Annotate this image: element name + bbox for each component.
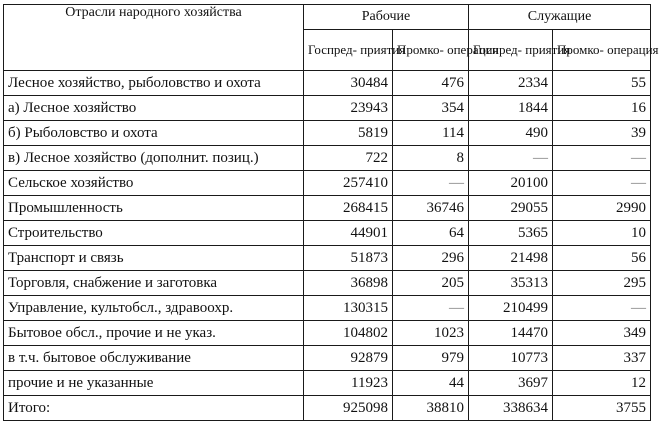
employees-coop-cell: 39	[553, 121, 651, 146]
workers-state-cell: 130315	[304, 296, 393, 321]
employees-coop-cell: 10	[553, 221, 651, 246]
subcolumn-header-employees-coop: Промко- операция	[553, 30, 651, 71]
workers-coop-cell: 205	[393, 271, 469, 296]
employees-coop-cell: 2990	[553, 196, 651, 221]
employees-coop-cell: 55	[553, 71, 651, 96]
header-row-groups	[4, 5, 651, 30]
employees-state-cell: 2334	[469, 71, 553, 96]
workers-state-cell: 44901	[304, 221, 393, 246]
branch-name-cell: Итого:	[4, 396, 304, 421]
branch-name-cell: Сельское хозяйство	[4, 171, 304, 196]
workers-state-cell: 257410	[304, 171, 393, 196]
table-row	[4, 271, 651, 296]
employees-coop-cell: 337	[553, 346, 651, 371]
branch-name-cell: Бытовое обсл., прочие и не указ.	[4, 321, 304, 346]
employees-coop-cell: 3755	[553, 396, 651, 421]
employees-coop-cell: 56	[553, 246, 651, 271]
employees-coop-cell: —	[553, 146, 651, 171]
table-row	[4, 121, 651, 146]
branch-name-cell: Управление, культобсл., здравоохр.	[4, 296, 304, 321]
workers-coop-cell: 44	[393, 371, 469, 396]
employees-coop-cell: 12	[553, 371, 651, 396]
employees-state-cell: 338634	[469, 396, 553, 421]
workers-coop-cell: 296	[393, 246, 469, 271]
table-row	[4, 71, 651, 96]
table-row	[4, 171, 651, 196]
branch-name-cell: Лесное хозяйство, рыболовство и охота	[4, 71, 304, 96]
workers-coop-cell: 476	[393, 71, 469, 96]
employees-state-cell: 10773	[469, 346, 553, 371]
employees-state-cell: 5365	[469, 221, 553, 246]
branch-name-cell: Транспорт и связь	[4, 246, 304, 271]
table-row	[4, 221, 651, 246]
branch-name-cell: Торговля, снабжение и заготовка	[4, 271, 304, 296]
table-row	[4, 296, 651, 321]
table-row	[4, 321, 651, 346]
employees-coop-cell: 295	[553, 271, 651, 296]
employees-coop-cell: 349	[553, 321, 651, 346]
workers-state-cell: 5819	[304, 121, 393, 146]
group-header-employees: Служащие	[469, 5, 651, 30]
table-header	[4, 5, 659, 71]
employees-coop-cell: —	[553, 296, 651, 321]
workers-coop-cell: 1023	[393, 321, 469, 346]
branch-column-header: Отрасли народного хозяйства	[4, 5, 304, 71]
workers-state-cell: 51873	[304, 246, 393, 271]
workers-state-cell: 268415	[304, 196, 393, 221]
branch-name-cell: прочие и не указанные	[4, 371, 304, 396]
table-body	[4, 71, 651, 421]
workers-state-cell: 36898	[304, 271, 393, 296]
employees-state-cell: 14470	[469, 321, 553, 346]
branch-name-cell: в т.ч. бытовое обслуживание	[4, 346, 304, 371]
table-row	[4, 96, 651, 121]
workers-state-cell: 11923	[304, 371, 393, 396]
employees-state-cell: 35313	[469, 271, 553, 296]
table-row	[4, 146, 651, 171]
employees-coop-cell: 16	[553, 96, 651, 121]
workers-state-cell: 92879	[304, 346, 393, 371]
workers-coop-cell: 114	[393, 121, 469, 146]
employees-state-cell: 3697	[469, 371, 553, 396]
branch-name-cell: а) Лесное хозяйство	[4, 96, 304, 121]
employees-state-cell: 1844	[469, 96, 553, 121]
workers-coop-cell: 64	[393, 221, 469, 246]
workers-coop-cell: 36746	[393, 196, 469, 221]
employees-state-cell: 490	[469, 121, 553, 146]
branch-name-cell: Промышленность	[4, 196, 304, 221]
branch-name-cell: Строительство	[4, 221, 304, 246]
subcolumn-header-workers-state: Госпред- приятия	[304, 30, 393, 71]
workers-state-cell: 925098	[304, 396, 393, 421]
employees-state-cell: 29055	[469, 196, 553, 221]
statistics-table	[3, 4, 659, 421]
workers-state-cell: 722	[304, 146, 393, 171]
subcolumn-header-employees-state: Госпред- приятия	[469, 30, 553, 71]
workers-state-cell: 30484	[304, 71, 393, 96]
workers-coop-cell: 979	[393, 346, 469, 371]
workers-coop-cell: 38810	[393, 396, 469, 421]
workers-coop-cell: —	[393, 296, 469, 321]
table-row	[4, 196, 651, 221]
workers-coop-cell: 354	[393, 96, 469, 121]
subcolumn-header-workers-coop: Промко- операция	[393, 30, 469, 71]
employees-state-cell: 21498	[469, 246, 553, 271]
group-header-workers: Рабочие	[304, 5, 469, 30]
workers-state-cell: 104802	[304, 321, 393, 346]
table-row	[4, 371, 651, 396]
table-row	[4, 396, 651, 421]
table-row	[4, 346, 651, 371]
employees-state-cell: —	[469, 146, 553, 171]
workers-state-cell: 23943	[304, 96, 393, 121]
table-row	[4, 246, 651, 271]
employees-state-cell: 20100	[469, 171, 553, 196]
branch-name-cell: в) Лесное хозяйство (дополнит. позиц.)	[4, 146, 304, 171]
employees-coop-cell: —	[553, 171, 651, 196]
branch-name-cell: б) Рыболовство и охота	[4, 121, 304, 146]
employees-state-cell: 210499	[469, 296, 553, 321]
workers-coop-cell: 8	[393, 146, 469, 171]
workers-coop-cell: —	[393, 171, 469, 196]
